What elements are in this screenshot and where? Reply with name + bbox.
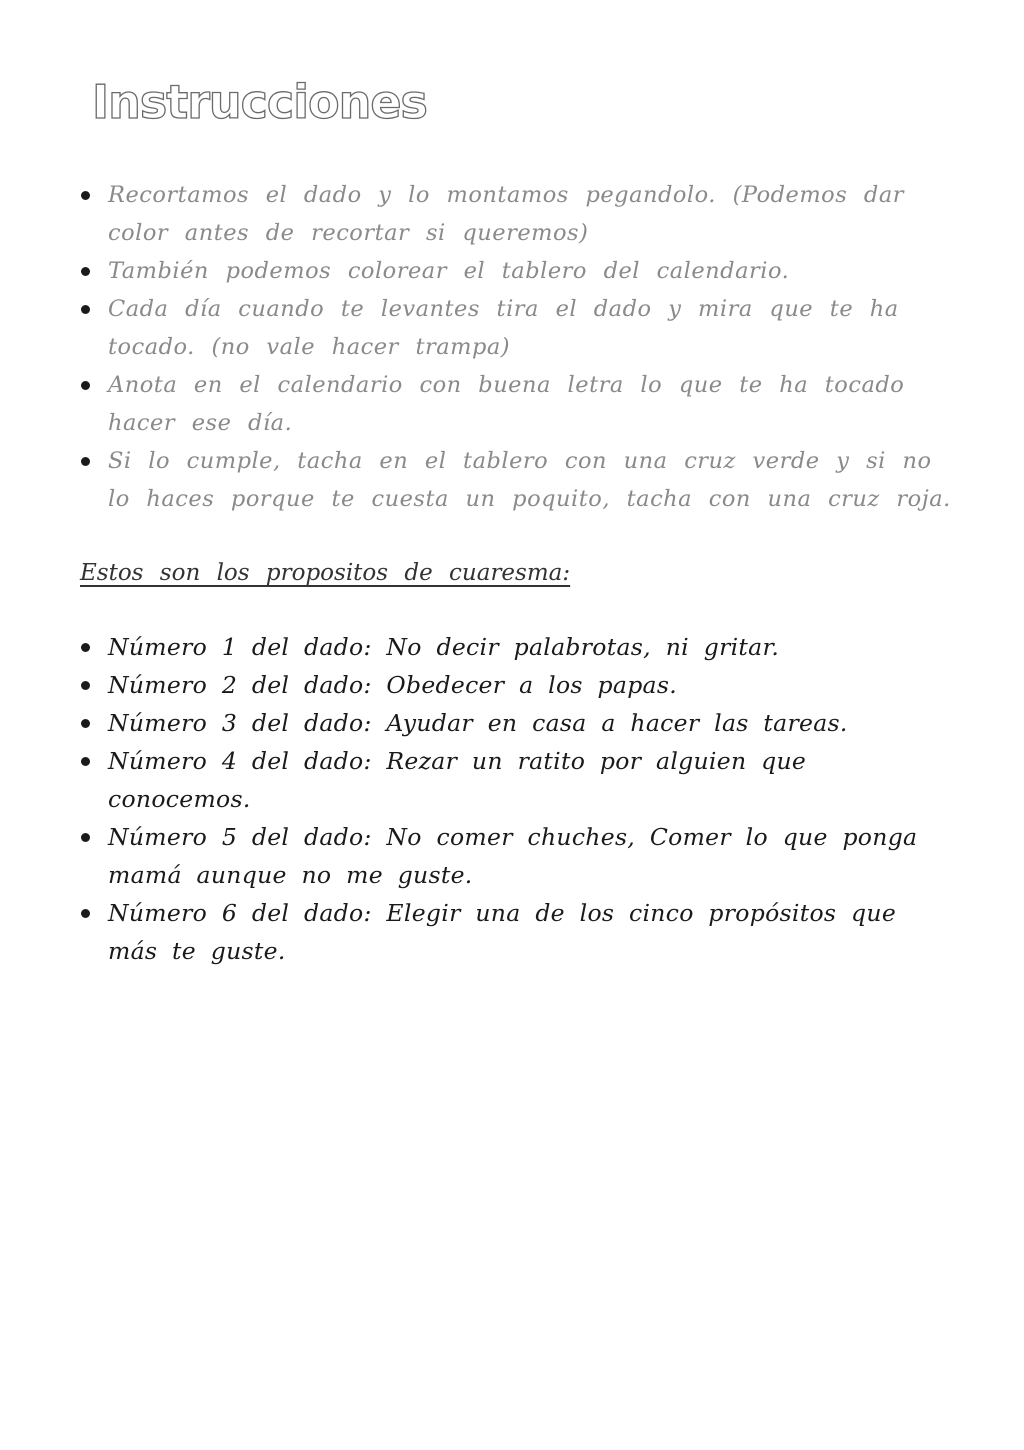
- purposes-list: [78, 628, 948, 970]
- bullet-dot-icon: [81, 457, 90, 466]
- purpose-text: Número 6 del dado: Elegir una de los cinco propósitos que más te guste.: [108, 899, 897, 965]
- bullet-dot-icon: [81, 643, 90, 652]
- bullet-dot-icon: [81, 909, 90, 918]
- purposes-heading: Estos son los propositos de cuaresma:: [80, 560, 571, 586]
- bullet-dot-icon: [81, 719, 90, 728]
- purpose-text: Número 5 del dado: No comer chuches, Comer lo que ponga mamá aunque no me guste.: [108, 823, 918, 889]
- instruction-text: También podemos colorear el tablero del calendario.: [108, 258, 790, 284]
- instruction-item: [78, 366, 958, 442]
- instruction-text: Si lo cumple, tacha en el tablero con una cruz verde y si no lo haces porque te cuesta un poquito, tacha con una cruz roja.: [108, 448, 951, 512]
- purpose-item: [78, 666, 948, 704]
- purpose-text: Número 1 del dado: No decir palabrotas, ni gritar.: [108, 633, 780, 661]
- instruction-item: [78, 252, 958, 290]
- instructions-list: [78, 176, 958, 518]
- bullet-dot-icon: [81, 833, 90, 842]
- instruction-item: [78, 176, 958, 252]
- purpose-item: [78, 704, 948, 742]
- purpose-item: [78, 818, 948, 894]
- purpose-item: [78, 742, 948, 818]
- bullet-dot-icon: [81, 191, 90, 200]
- bullet-dot-icon: [81, 305, 90, 314]
- purpose-text: Número 4 del dado: Rezar un ratito por alguien que conocemos.: [108, 747, 807, 813]
- purpose-text: Número 2 del dado: Obedecer a los papas.: [108, 671, 677, 699]
- bullet-dot-icon: [81, 681, 90, 690]
- purpose-text: Número 3 del dado: Ayudar en casa a hacer las tareas.: [108, 709, 848, 737]
- instruction-text: Recortamos el dado y lo montamos pegandolo. (Podemos dar color antes de recortar si queremos): [108, 182, 904, 246]
- bullet-dot-icon: [81, 267, 90, 276]
- bullet-dot-icon: [81, 381, 90, 390]
- instruction-text: Cada día cuando te levantes tira el dado y mira que te ha tocado. (no vale hacer trampa): [108, 296, 899, 360]
- instruction-item: [78, 290, 958, 366]
- purpose-item: [78, 894, 948, 970]
- purpose-item: [78, 628, 948, 666]
- instruction-text: Anota en el calendario con buena letra lo que te ha tocado hacer ese día.: [108, 372, 905, 436]
- bullet-dot-icon: [81, 757, 90, 766]
- instruction-item: [78, 442, 958, 518]
- page-title: Instrucciones: [92, 75, 427, 129]
